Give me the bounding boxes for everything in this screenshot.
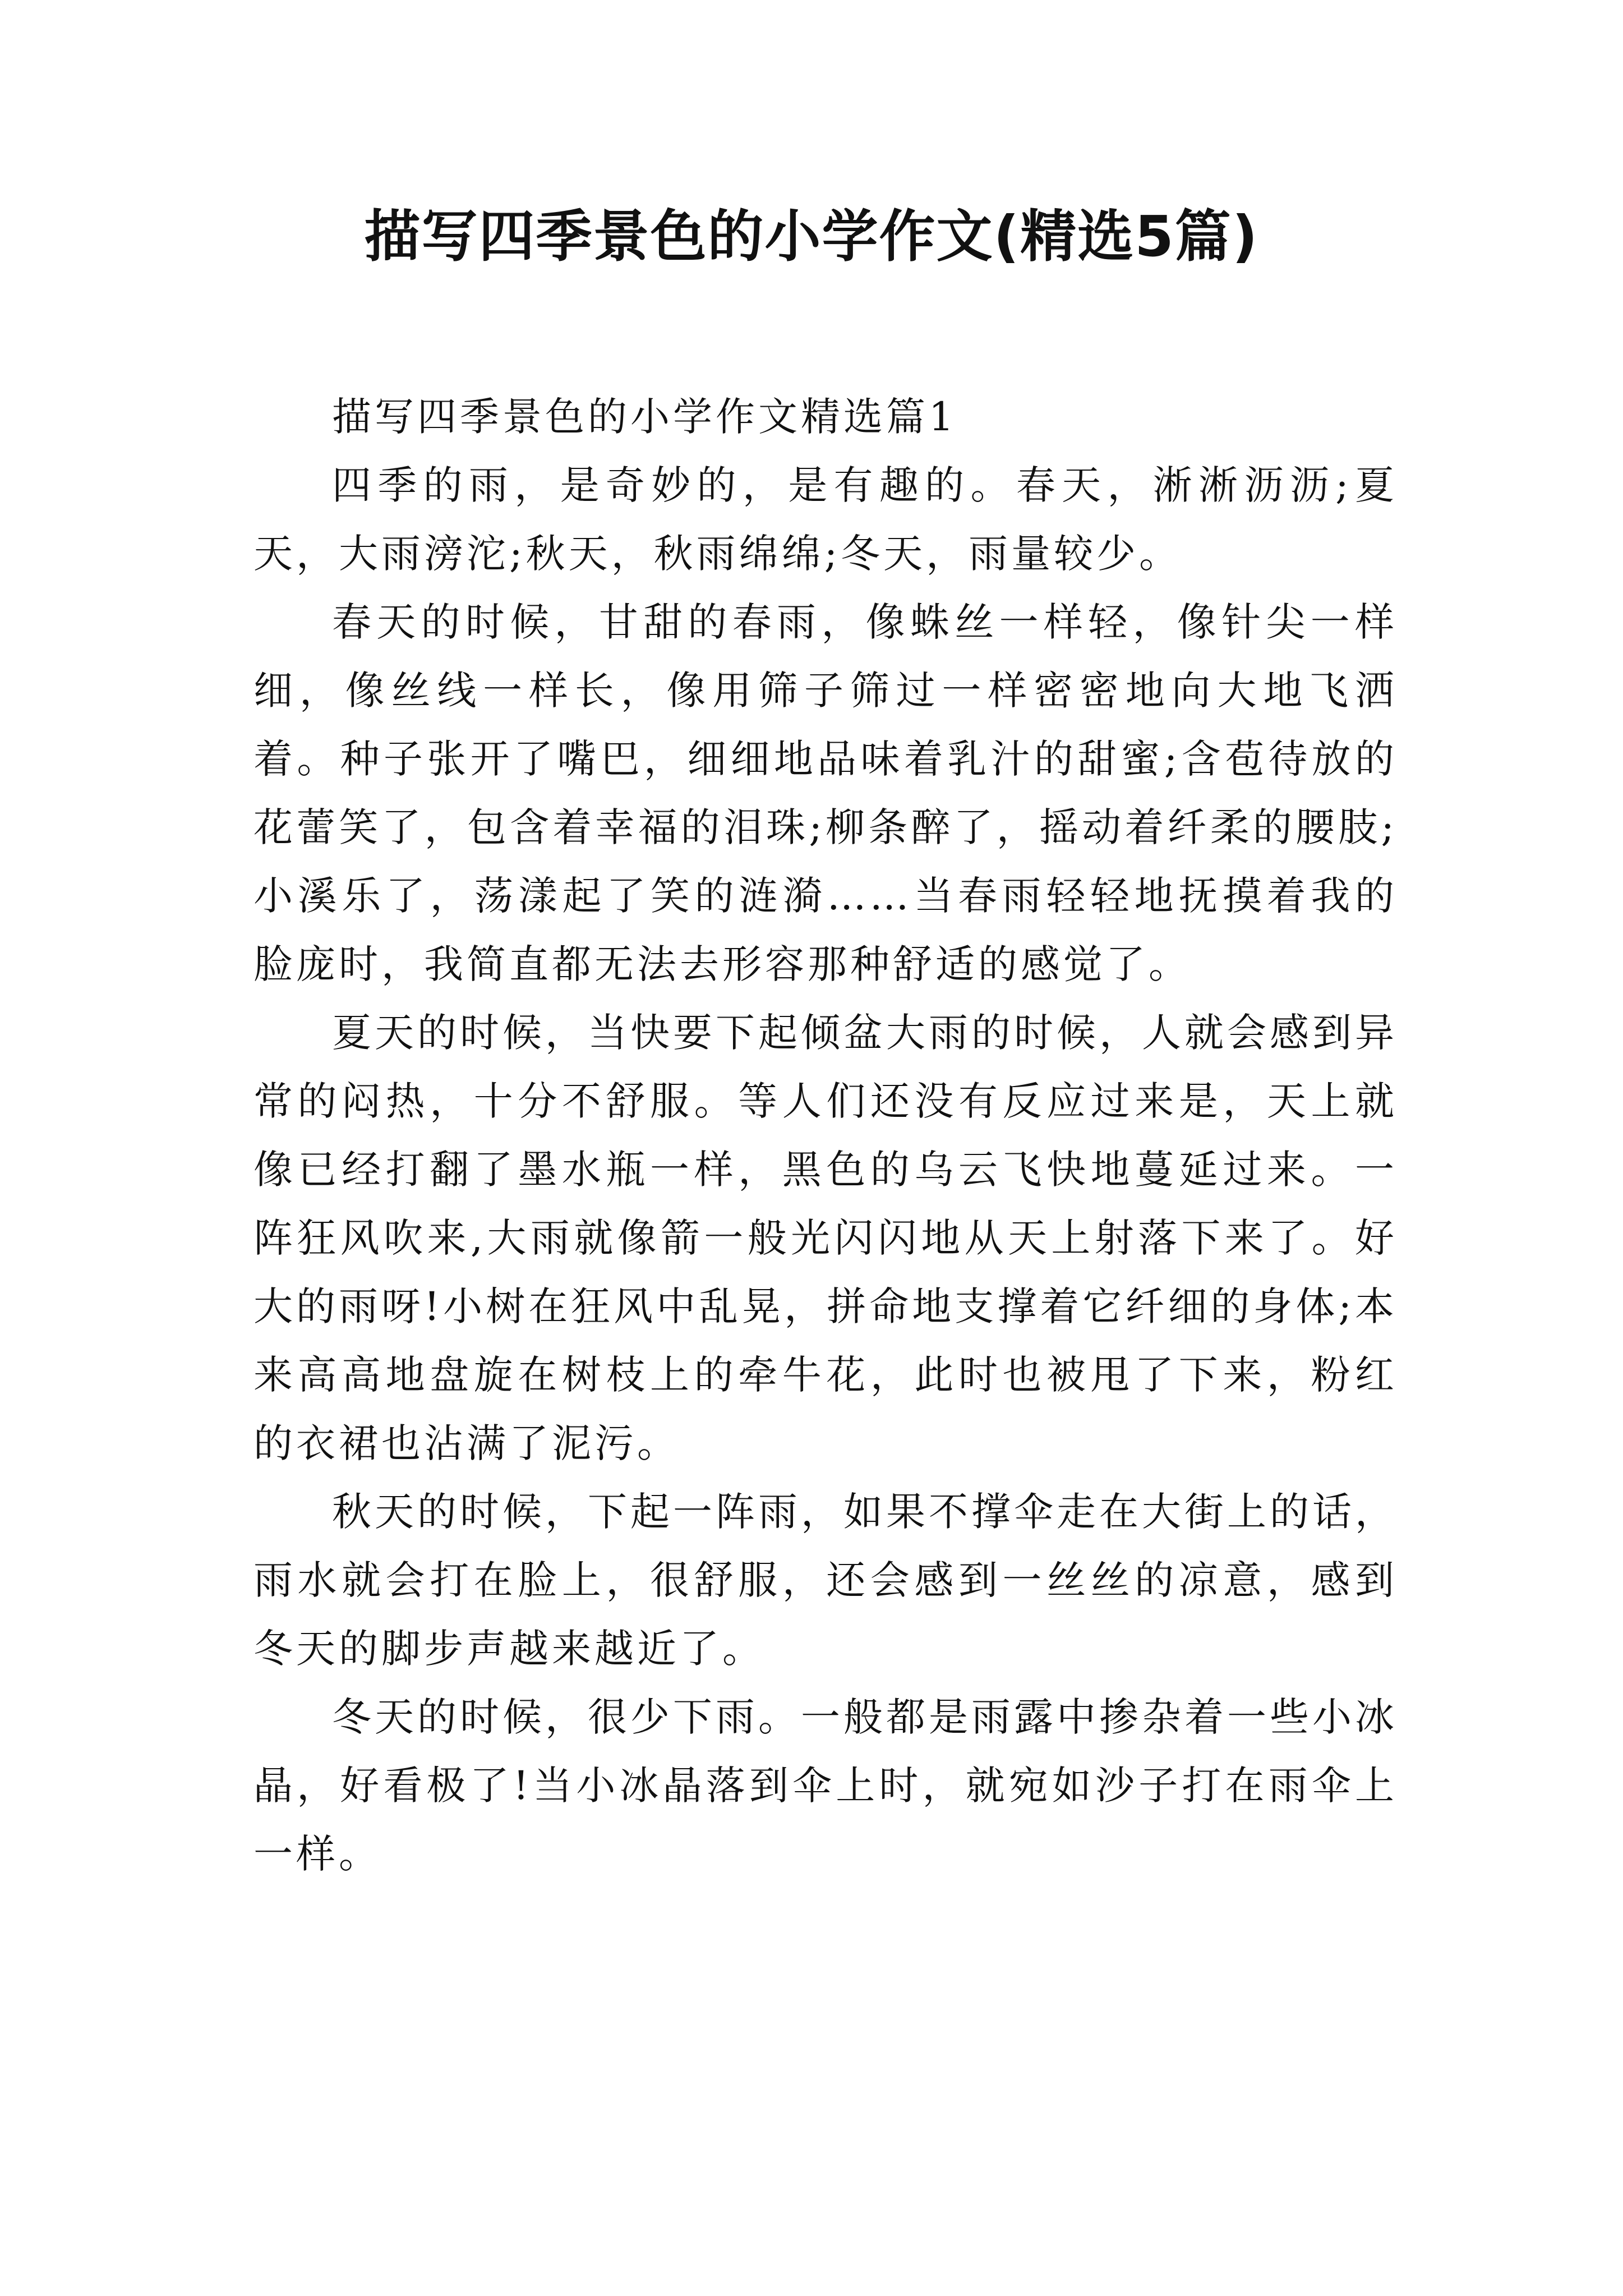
paragraph-intro: 四季的雨，是奇妙的，是有趣的。春天，淅淅沥沥;夏天，大雨滂沱;秋天，秋雨绵绵;冬天，雨量较少。 <box>253 462 1398 577</box>
paragraph-spring: 春天的时候，甘甜的春雨，像蛛丝一样轻，像针尖一样细，像丝线一样长，像用筛子筛过一样密密地向大地飞洒着。种子张开了嘴巴，细细地品味着乳汁的甜蜜;含苞待放的花蕾笑了，包含着幸福的泪珠;柳条醉了，摇动着纤柔的腰肢;小溪乐了，荡漾起了笑的涟漪……当春雨轻轻地抚摸着我的脸庞时，我简直都无法去形容那种舒适的感觉了。 <box>253 599 1398 987</box>
paragraph-autumn: 秋天的时候，下起一阵雨，如果不撑伞走在大街上的话，雨水就会打在脸上，很舒服，还会感到一丝丝的凉意，感到冬天的脚步声越来越近了。 <box>253 1489 1398 1672</box>
section-heading: 描写四季景色的小学作文精选篇1 <box>332 394 957 440</box>
paragraph-winter: 冬天的时候，很少下雨。一般都是雨露中掺杂着一些小冰晶，好看极了!当小冰晶落到伞上时，就宛如沙子打在雨伞上一样。 <box>253 1694 1398 1877</box>
paragraph-summer: 夏天的时候，当快要下起倾盆大雨的时候，人就会感到异常的闷热，十分不舒服。等人们还没有反应过来是，天上就像已经打翻了墨水瓶一样，黑色的乌云飞快地蔓延过来。一阵狂风吹来,大雨就像箭一般光闪闪地从天上射落下来了。好大的雨呀!小树在狂风中乱晃，拼命地支撑着它纤细的身体;本来高高地盘旋在树枝上的牵牛花，此时也被甩了下来，粉红的衣裙也沾满了泥污。 <box>253 1010 1398 1466</box>
document-body <box>253 383 1398 1888</box>
document-title: 描写四季景色的小学作文(精选5篇) <box>364 204 1259 269</box>
